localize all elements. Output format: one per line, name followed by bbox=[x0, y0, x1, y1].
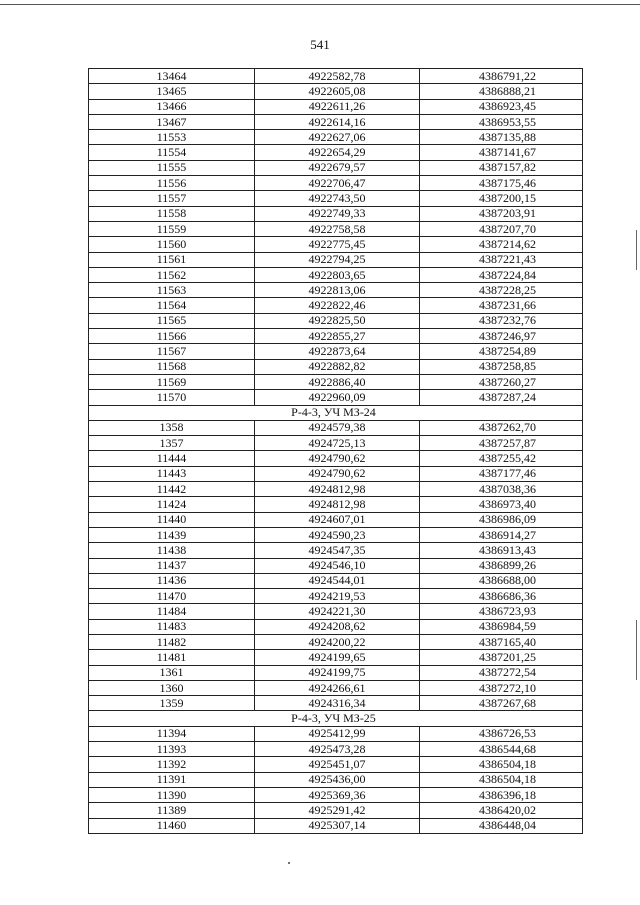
table-row bbox=[89, 344, 583, 359]
page-number: 541 bbox=[310, 37, 330, 52]
point-number-cell: 11557 bbox=[89, 191, 255, 206]
point-number-cell: 11562 bbox=[89, 267, 255, 282]
y-coordinate-cell: 4387260,27 bbox=[420, 374, 583, 389]
scan-speck bbox=[288, 862, 290, 864]
y-coordinate-cell: 4386420,02 bbox=[420, 803, 583, 818]
y-coordinate-cell: 4386986,09 bbox=[420, 512, 583, 527]
point-number-cell: 11437 bbox=[89, 558, 255, 573]
x-coordinate-cell: 4924790,62 bbox=[255, 451, 420, 466]
y-coordinate-cell: 4386984,59 bbox=[420, 619, 583, 634]
y-coordinate-cell: 4387254,89 bbox=[420, 344, 583, 359]
x-coordinate-cell: 4924266,61 bbox=[255, 680, 420, 695]
point-number-cell: 13467 bbox=[89, 114, 255, 129]
x-coordinate-cell: 4922822,46 bbox=[255, 298, 420, 313]
table-row bbox=[89, 420, 583, 435]
point-number-cell: 11563 bbox=[89, 283, 255, 298]
x-coordinate-cell: 4922775,45 bbox=[255, 237, 420, 252]
point-number-cell: 1361 bbox=[89, 665, 255, 680]
point-number-cell: 11570 bbox=[89, 390, 255, 405]
table-row bbox=[89, 374, 583, 389]
y-coordinate-cell: 4387141,67 bbox=[420, 145, 583, 160]
table-row bbox=[89, 267, 583, 282]
table-row bbox=[89, 527, 583, 542]
point-number-cell: 11393 bbox=[89, 742, 255, 757]
point-number-cell: 1360 bbox=[89, 680, 255, 695]
x-coordinate-cell: 4924316,34 bbox=[255, 696, 420, 711]
point-number-cell: 11394 bbox=[89, 726, 255, 741]
y-coordinate-cell: 4387228,25 bbox=[420, 283, 583, 298]
table-row bbox=[89, 298, 583, 313]
point-number-cell: 11556 bbox=[89, 176, 255, 191]
x-coordinate-cell: 4924579,38 bbox=[255, 420, 420, 435]
table-row bbox=[89, 772, 583, 787]
point-number-cell: 11460 bbox=[89, 818, 255, 833]
table-section-row bbox=[89, 405, 583, 420]
y-coordinate-cell: 4387157,82 bbox=[420, 160, 583, 175]
scan-right-edge-mark bbox=[636, 230, 637, 270]
table-row bbox=[89, 451, 583, 466]
table-row bbox=[89, 191, 583, 206]
table-row bbox=[89, 604, 583, 619]
table-row bbox=[89, 390, 583, 405]
y-coordinate-cell: 4386686,36 bbox=[420, 589, 583, 604]
y-coordinate-cell: 4387201,25 bbox=[420, 650, 583, 665]
table-row bbox=[89, 543, 583, 558]
y-coordinate-cell: 4386791,22 bbox=[420, 69, 583, 84]
x-coordinate-cell: 4922960,09 bbox=[255, 390, 420, 405]
x-coordinate-cell: 4925291,42 bbox=[255, 803, 420, 818]
point-number-cell: 13465 bbox=[89, 84, 255, 99]
point-number-cell: 11559 bbox=[89, 221, 255, 236]
y-coordinate-cell: 4386504,18 bbox=[420, 757, 583, 772]
y-coordinate-cell: 4387272,54 bbox=[420, 665, 583, 680]
table-row bbox=[89, 619, 583, 634]
point-number-cell: 1357 bbox=[89, 436, 255, 451]
point-number-cell: 11436 bbox=[89, 573, 255, 588]
table-row bbox=[89, 665, 583, 680]
y-coordinate-cell: 4386913,43 bbox=[420, 543, 583, 558]
table-row bbox=[89, 99, 583, 114]
y-coordinate-cell: 4387221,43 bbox=[420, 252, 583, 267]
y-coordinate-cell: 4386726,53 bbox=[420, 726, 583, 741]
x-coordinate-cell: 4924812,98 bbox=[255, 497, 420, 512]
table-row bbox=[89, 84, 583, 99]
y-coordinate-cell: 4387232,76 bbox=[420, 313, 583, 328]
y-coordinate-cell: 4386923,45 bbox=[420, 99, 583, 114]
y-coordinate-cell: 4386914,27 bbox=[420, 527, 583, 542]
point-number-cell: 11440 bbox=[89, 512, 255, 527]
point-number-cell: 11482 bbox=[89, 634, 255, 649]
x-coordinate-cell: 4922882,82 bbox=[255, 359, 420, 374]
point-number-cell: 11392 bbox=[89, 757, 255, 772]
table-row bbox=[89, 818, 583, 833]
table-row bbox=[89, 237, 583, 252]
point-number-cell: 11569 bbox=[89, 374, 255, 389]
x-coordinate-cell: 4924219,53 bbox=[255, 589, 420, 604]
y-coordinate-cell: 4386723,93 bbox=[420, 604, 583, 619]
x-coordinate-cell: 4922654,29 bbox=[255, 145, 420, 160]
table-row bbox=[89, 359, 583, 374]
y-coordinate-cell: 4387214,62 bbox=[420, 237, 583, 252]
table-row bbox=[89, 69, 583, 84]
point-number-cell: 11470 bbox=[89, 589, 255, 604]
table-row bbox=[89, 130, 583, 145]
x-coordinate-cell: 4924221,30 bbox=[255, 604, 420, 619]
x-coordinate-cell: 4922855,27 bbox=[255, 329, 420, 344]
x-coordinate-cell: 4924199,75 bbox=[255, 665, 420, 680]
y-coordinate-cell: 4387224,84 bbox=[420, 267, 583, 282]
point-number-cell: 11553 bbox=[89, 130, 255, 145]
y-coordinate-cell: 4386448,04 bbox=[420, 818, 583, 833]
x-coordinate-cell: 4922611,26 bbox=[255, 99, 420, 114]
x-coordinate-cell: 4924547,35 bbox=[255, 543, 420, 558]
table-row bbox=[89, 757, 583, 772]
table-row bbox=[89, 803, 583, 818]
point-number-cell: 11567 bbox=[89, 344, 255, 359]
point-number-cell: 11389 bbox=[89, 803, 255, 818]
table-row bbox=[89, 742, 583, 757]
x-coordinate-cell: 4924590,23 bbox=[255, 527, 420, 542]
table-row bbox=[89, 436, 583, 451]
x-coordinate-cell: 4925473,28 bbox=[255, 742, 420, 757]
y-coordinate-cell: 4387177,46 bbox=[420, 466, 583, 481]
point-number-cell: 11564 bbox=[89, 298, 255, 313]
point-number-cell: 11391 bbox=[89, 772, 255, 787]
point-number-cell: 13464 bbox=[89, 69, 255, 84]
y-coordinate-cell: 4387267,68 bbox=[420, 696, 583, 711]
y-coordinate-cell: 4387258,85 bbox=[420, 359, 583, 374]
point-number-cell: 11481 bbox=[89, 650, 255, 665]
point-number-cell: 11561 bbox=[89, 252, 255, 267]
x-coordinate-cell: 4922706,47 bbox=[255, 176, 420, 191]
y-coordinate-cell: 4386973,40 bbox=[420, 497, 583, 512]
x-coordinate-cell: 4924546,10 bbox=[255, 558, 420, 573]
point-number-cell: 11565 bbox=[89, 313, 255, 328]
x-coordinate-cell: 4922582,78 bbox=[255, 69, 420, 84]
table-row bbox=[89, 252, 583, 267]
point-number-cell: 11568 bbox=[89, 359, 255, 374]
point-number-cell: 11442 bbox=[89, 482, 255, 497]
table-row bbox=[89, 497, 583, 512]
y-coordinate-cell: 4386888,21 bbox=[420, 84, 583, 99]
x-coordinate-cell: 4922627,06 bbox=[255, 130, 420, 145]
table-row bbox=[89, 573, 583, 588]
table-row bbox=[89, 512, 583, 527]
point-number-cell: 1358 bbox=[89, 420, 255, 435]
y-coordinate-cell: 4386396,18 bbox=[420, 787, 583, 802]
x-coordinate-cell: 4925436,00 bbox=[255, 772, 420, 787]
table-row bbox=[89, 329, 583, 344]
x-coordinate-cell: 4924200,22 bbox=[255, 634, 420, 649]
point-number-cell: 1359 bbox=[89, 696, 255, 711]
table-row bbox=[89, 114, 583, 129]
x-coordinate-cell: 4925451,07 bbox=[255, 757, 420, 772]
y-coordinate-cell: 4387038,36 bbox=[420, 482, 583, 497]
point-number-cell: 11558 bbox=[89, 206, 255, 221]
x-coordinate-cell: 4925369,36 bbox=[255, 787, 420, 802]
scan-top-edge-line bbox=[0, 4, 640, 5]
scan-right-edge-mark bbox=[636, 620, 637, 680]
table-row bbox=[89, 466, 583, 481]
x-coordinate-cell: 4924544,01 bbox=[255, 573, 420, 588]
y-coordinate-cell: 4387255,42 bbox=[420, 451, 583, 466]
y-coordinate-cell: 4387262,70 bbox=[420, 420, 583, 435]
section-heading: Р-4-3, УЧ МЗ-25 bbox=[89, 711, 583, 726]
table-row bbox=[89, 696, 583, 711]
coordinates-table-body bbox=[89, 69, 583, 834]
x-coordinate-cell: 4922813,06 bbox=[255, 283, 420, 298]
x-coordinate-cell: 4922873,64 bbox=[255, 344, 420, 359]
point-number-cell: 11438 bbox=[89, 543, 255, 558]
point-number-cell: 11390 bbox=[89, 787, 255, 802]
point-number-cell: 11555 bbox=[89, 160, 255, 175]
table-row bbox=[89, 482, 583, 497]
table-row bbox=[89, 650, 583, 665]
y-coordinate-cell: 4387207,70 bbox=[420, 221, 583, 236]
x-coordinate-cell: 4924812,98 bbox=[255, 482, 420, 497]
table-row bbox=[89, 206, 583, 221]
y-coordinate-cell: 4386688,00 bbox=[420, 573, 583, 588]
point-number-cell: 11443 bbox=[89, 466, 255, 481]
x-coordinate-cell: 4922605,08 bbox=[255, 84, 420, 99]
x-coordinate-cell: 4924199,65 bbox=[255, 650, 420, 665]
point-number-cell: 11484 bbox=[89, 604, 255, 619]
x-coordinate-cell: 4924208,62 bbox=[255, 619, 420, 634]
y-coordinate-cell: 4387246,97 bbox=[420, 329, 583, 344]
y-coordinate-cell: 4387165,40 bbox=[420, 634, 583, 649]
x-coordinate-cell: 4922886,40 bbox=[255, 374, 420, 389]
point-number-cell: 11554 bbox=[89, 145, 255, 160]
table-row bbox=[89, 176, 583, 191]
section-heading: Р-4-3, УЧ МЗ-24 bbox=[89, 405, 583, 420]
x-coordinate-cell: 4924607,01 bbox=[255, 512, 420, 527]
y-coordinate-cell: 4387135,88 bbox=[420, 130, 583, 145]
coordinates-table bbox=[88, 68, 583, 834]
point-number-cell: 11424 bbox=[89, 497, 255, 512]
y-coordinate-cell: 4386504,18 bbox=[420, 772, 583, 787]
y-coordinate-cell: 4387175,46 bbox=[420, 176, 583, 191]
x-coordinate-cell: 4922679,57 bbox=[255, 160, 420, 175]
table-row bbox=[89, 313, 583, 328]
table-row bbox=[89, 221, 583, 236]
y-coordinate-cell: 4387203,91 bbox=[420, 206, 583, 221]
y-coordinate-cell: 4387231,66 bbox=[420, 298, 583, 313]
y-coordinate-cell: 4387200,15 bbox=[420, 191, 583, 206]
x-coordinate-cell: 4922614,16 bbox=[255, 114, 420, 129]
y-coordinate-cell: 4387272,10 bbox=[420, 680, 583, 695]
table-row bbox=[89, 787, 583, 802]
table-row bbox=[89, 726, 583, 741]
point-number-cell: 11566 bbox=[89, 329, 255, 344]
y-coordinate-cell: 4387287,24 bbox=[420, 390, 583, 405]
x-coordinate-cell: 4922803,65 bbox=[255, 267, 420, 282]
table-row bbox=[89, 558, 583, 573]
y-coordinate-cell: 4387257,87 bbox=[420, 436, 583, 451]
y-coordinate-cell: 4386953,55 bbox=[420, 114, 583, 129]
point-number-cell: 13466 bbox=[89, 99, 255, 114]
x-coordinate-cell: 4925412,99 bbox=[255, 726, 420, 741]
x-coordinate-cell: 4922743,50 bbox=[255, 191, 420, 206]
point-number-cell: 11560 bbox=[89, 237, 255, 252]
x-coordinate-cell: 4922749,33 bbox=[255, 206, 420, 221]
point-number-cell: 11483 bbox=[89, 619, 255, 634]
table-row bbox=[89, 680, 583, 695]
table-row bbox=[89, 283, 583, 298]
point-number-cell: 11444 bbox=[89, 451, 255, 466]
x-coordinate-cell: 4922758,58 bbox=[255, 221, 420, 236]
y-coordinate-cell: 4386544,68 bbox=[420, 742, 583, 757]
x-coordinate-cell: 4922794,25 bbox=[255, 252, 420, 267]
table-row bbox=[89, 589, 583, 604]
table-section-row bbox=[89, 711, 583, 726]
table-row bbox=[89, 634, 583, 649]
x-coordinate-cell: 4924725,13 bbox=[255, 436, 420, 451]
table-row bbox=[89, 145, 583, 160]
y-coordinate-cell: 4386899,26 bbox=[420, 558, 583, 573]
x-coordinate-cell: 4925307,14 bbox=[255, 818, 420, 833]
x-coordinate-cell: 4924790,62 bbox=[255, 466, 420, 481]
point-number-cell: 11439 bbox=[89, 527, 255, 542]
table-row bbox=[89, 160, 583, 175]
x-coordinate-cell: 4922825,50 bbox=[255, 313, 420, 328]
